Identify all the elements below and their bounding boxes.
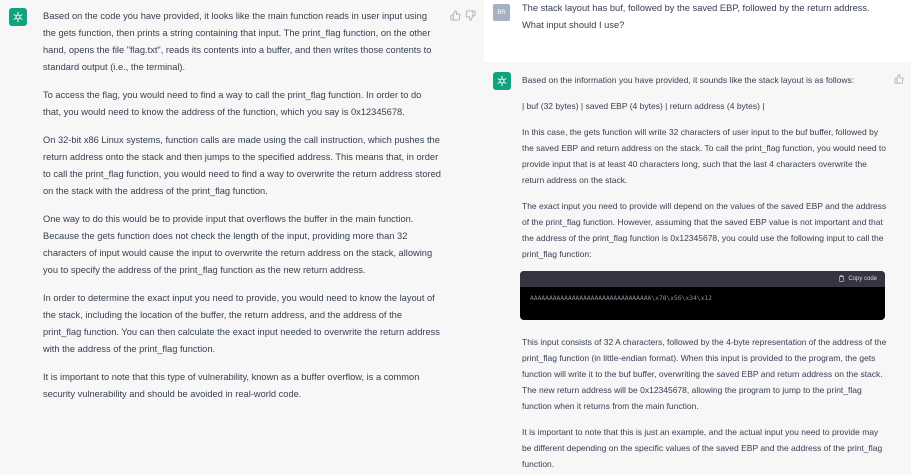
- message-paragraph: This input consists of 32 A characters, followed by the 4-byte representation of the address of the print_flag function (in little-endian format). When this input is provided to the program, the gets function will write it to the buf buffer, overwriting the saved EBP and return address on the stack. The new return address will be 0x12345678, allowing the program to jump to the print_flag function when it returns from the main function.: [522, 337, 887, 411]
- message-paragraph: Based on the information you have provided, it sounds like the stack layout is as follows:: [522, 75, 855, 85]
- assistant-message-left: [43, 8, 441, 414]
- openai-logo-icon: [9, 8, 27, 26]
- message-paragraph: In this case, the gets function will write 32 characters of user input to the buf buffer, followed by the saved EBP and return address on the stack. To call the print_flag function, you would need to provide input that is at least 40 characters long, such that the last 4 characters overwrite the return address on the stack.: [522, 127, 887, 185]
- thumbs-up-icon[interactable]: [450, 10, 461, 21]
- code-block-header: [520, 271, 885, 287]
- openai-logo-icon: [493, 72, 511, 90]
- clipboard-icon: [838, 275, 845, 284]
- feedback-buttons: [894, 74, 904, 84]
- copy-code-button[interactable]: [838, 275, 877, 284]
- assistant-message-right-continued: [522, 334, 887, 475]
- stack-layout-line: | buf (32 bytes) | saved EBP (4 bytes) | return address (4 bytes) |: [522, 101, 765, 111]
- thumbs-down-icon[interactable]: [465, 10, 476, 21]
- message-paragraph: In order to determine the exact input you need to provide, you would need to know the layout of the stack, including the location of the buffer, the return address, and the address of the print_flag function. You can then calculate the exact input needed to overwrite the return address with the address of the print_flag function.: [43, 293, 440, 354]
- right-conversation-panel: [484, 0, 911, 475]
- assistant-message-row: [484, 62, 911, 475]
- message-paragraph: Based on the code you have provided, it looks like the main function reads in user input using the gets function, then prints a string containing that input. The print_flag function, on the other hand, opens the file "flag.txt", reads its contents into a buffer, and then writes those contents to standard output (i.e., the terminal).: [43, 11, 432, 72]
- message-paragraph: It is important to note that this is just an example, and the actual input you need to provide may be different depending on the specific values of the saved EBP and the address of the print_flag function.: [522, 427, 883, 469]
- user-message: The stack layout has buf, followed by the saved EBP, followed by the return address. What input should I use?: [522, 3, 870, 30]
- message-paragraph: To access the flag, you would need to find a way to call the print_flag function. In order to do that, you would need to know the address of the function, which you say is 0x12345678.: [43, 90, 422, 117]
- user-avatar: BR: [493, 4, 510, 21]
- user-message-row: [484, 0, 911, 46]
- assistant-message-right: [522, 72, 887, 272]
- message-paragraph: On 32-bit x86 Linux systems, function calls are made using the call instruction, which pushes the return address onto the stack and then jumps to the specified address. This means that, in order to call the print_flag function, you would need to find a way to overwrite the return address stored on the stack with the address of the print_flag function.: [43, 135, 441, 196]
- message-paragraph: The exact input you need to provide will depend on the values of the saved EBP and the address of the print_flag function. However, assuming that the saved EBP value is not important and that the address of the print_flag function is 0x12345678, you could use the following input to call the print_flag function:: [522, 201, 887, 259]
- message-paragraph: One way to do this would be to provide input that overflows the buffer in the main function. Because the gets function does not check the length of the input, providing more than 32 characters of input would cause the input to overwrite the return address on the stack, allowing you to specify the address of the print_flag function as the new return address.: [43, 214, 433, 275]
- code-block: [520, 271, 885, 320]
- copy-code-label: Copy code: [848, 276, 877, 282]
- feedback-buttons: [450, 10, 476, 21]
- code-content: AAAAAAAAAAAAAAAAAAAAAAAAAAAAAAAA\x78\x56\x34\x12: [530, 295, 712, 302]
- thumbs-up-icon[interactable]: [894, 74, 904, 84]
- message-paragraph: It is important to note that this type of vulnerability, known as a buffer overflow, is a common security vulnerability and should be avoided in real-world code.: [43, 372, 420, 399]
